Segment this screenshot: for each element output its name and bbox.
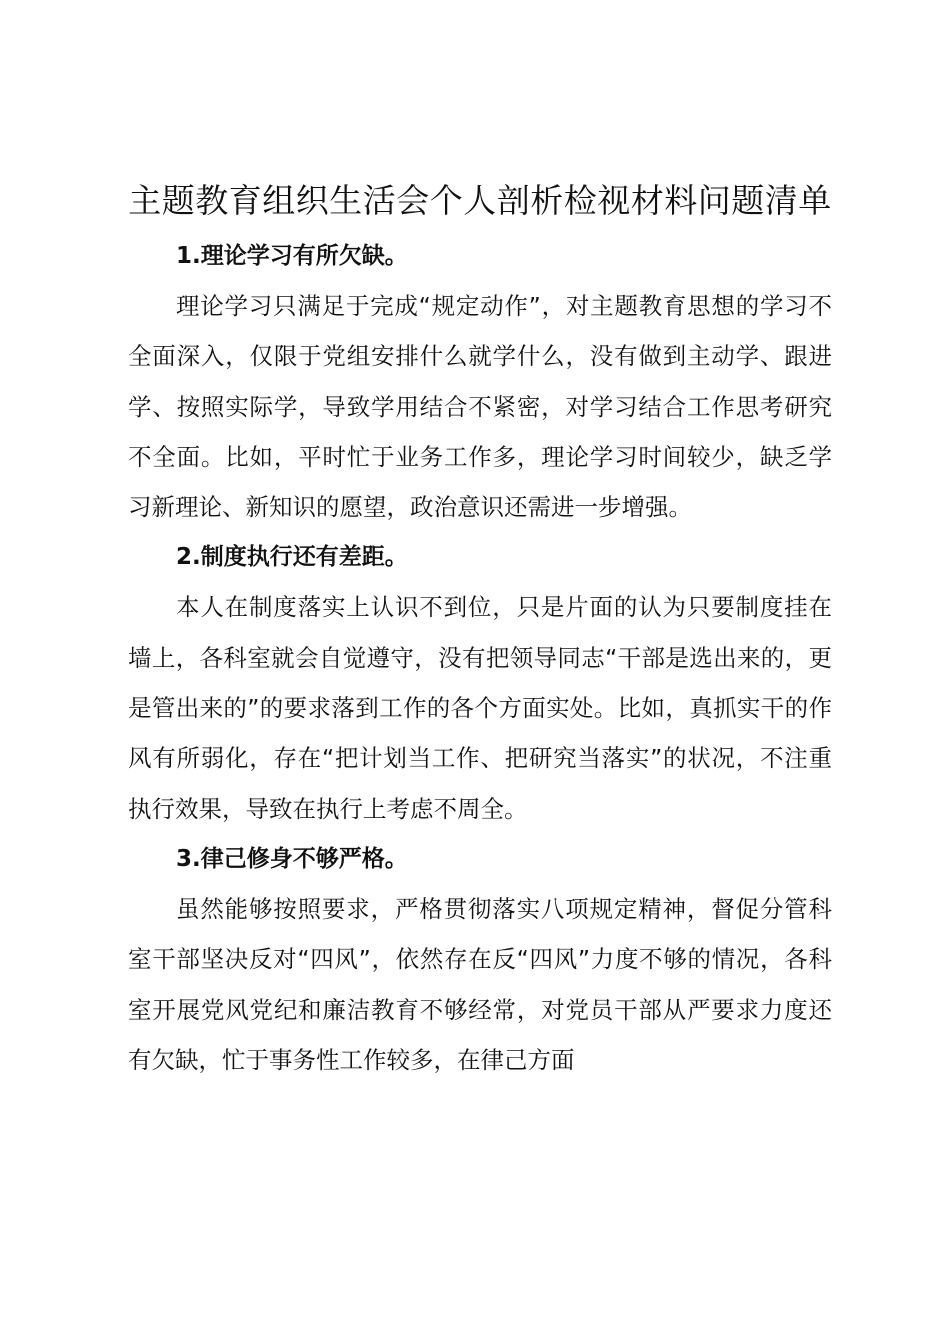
section-heading: 3.律己修身不够严格。: [176, 845, 408, 872]
section-body: 本人在制度落实上认识不到位，只是片面的认为只要制度挂在墙上，各科室就会自觉遵守，没有把领导同志“干部是选出来的，更是管出来的”的要求落到工作的各个方面实处。比如，真抓实干的作风有所弱化，存在“把计划当工作、把研究当落实”的状况，不注重执行效果，导致在执行上考虑不周全。: [128, 593, 832, 823]
section-3: [128, 834, 832, 1085]
section-heading: 2.制度执行还有差距。: [176, 544, 408, 571]
section-2: [128, 532, 832, 833]
document-page: [128, 178, 832, 1085]
document-title: 主题教育组织生活会个人剖析检视材料问题清单: [128, 181, 832, 220]
section-body: 虽然能够按照要求，严格贯彻落实八项规定精神，督促分管科室干部坚决反对“四风”，依然存在反“四风”力度不够的情况，各科室开展党风党纪和廉洁教育不够经常，对党员干部从严要求力度还有欠缺，忙于事务性工作较多，在律己方面: [128, 894, 832, 1074]
section-heading: 1.理论学习有所欠缺。: [176, 243, 408, 269]
section-1: [128, 231, 832, 532]
section-body: 理论学习只满足于完成“规定动作”，对主题教育思想的学习不全面深入，仅限于党组安排什么就学什么，没有做到主动学、跟进学、按照实际学，导致学用结合不紧密，对学习结合工作思考研究不全面。比如，平时忙于业务工作多，理论学习时间较少，缺乏学习新理论、新知识的愿望，政治意识还需进一步增强。: [128, 292, 832, 522]
